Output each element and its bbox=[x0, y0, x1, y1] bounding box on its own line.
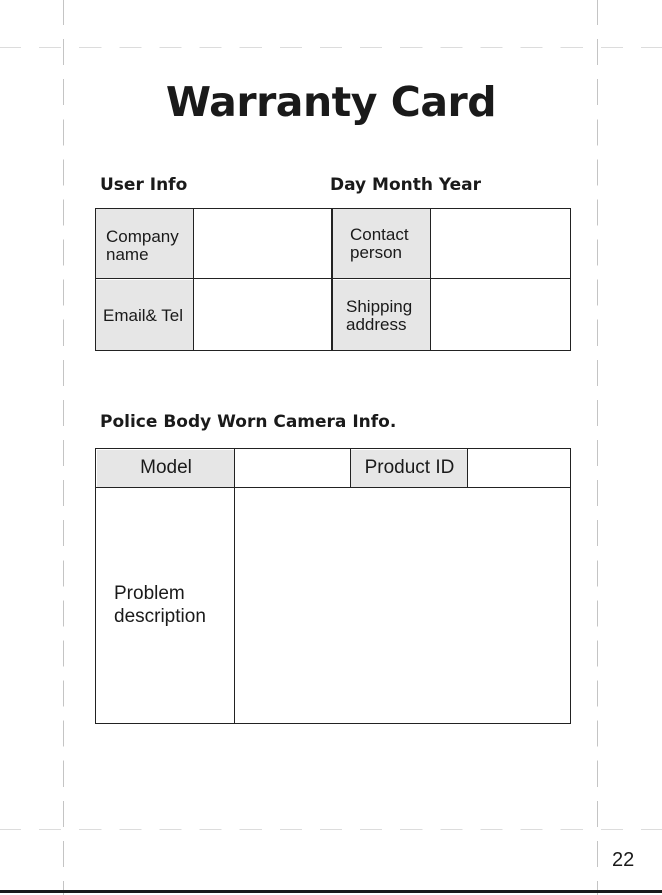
camera-info-row-divider bbox=[95, 487, 571, 488]
left-margin-guide bbox=[63, 0, 64, 895]
date-label: Day Month Year bbox=[330, 175, 482, 195]
user-info-row-divider bbox=[95, 278, 571, 279]
top-margin-guide bbox=[0, 47, 662, 48]
page-title: Warranty Card bbox=[165, 78, 497, 126]
user-info-col-divider-3 bbox=[430, 208, 431, 351]
user-info-label: User Info bbox=[100, 175, 188, 195]
contact-person-label: Contact person bbox=[350, 225, 409, 262]
email-tel-label: Email& Tel bbox=[103, 306, 183, 325]
shipping-address-label: Shipping address bbox=[346, 297, 413, 334]
camera-info-label: Police Body Worn Camera Info. bbox=[100, 412, 397, 432]
user-info-col-divider-2 bbox=[331, 208, 333, 351]
product-id-label: Product ID bbox=[364, 457, 455, 478]
user-info-col-divider-1 bbox=[193, 208, 194, 351]
right-margin-guide bbox=[597, 0, 598, 895]
model-label: Model bbox=[140, 457, 192, 478]
camera-info-col-divider-1 bbox=[234, 448, 235, 724]
bottom-rule bbox=[0, 890, 662, 893]
page-number: 22 bbox=[612, 849, 635, 871]
bottom-margin-guide bbox=[0, 829, 662, 830]
problem-description-label: Problem description bbox=[114, 583, 206, 627]
company-name-label: Company name bbox=[106, 227, 179, 264]
